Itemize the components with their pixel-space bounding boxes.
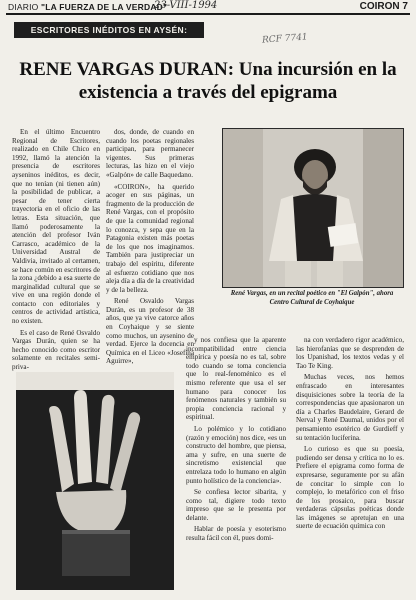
paragraph: René Osvaldo Vargas Durán, es un profesor de 38 años, que ya vive catorce años en Coyhaique y se siente como muchos, un aysenino de verdad. Ejerce la docencia en Química en el Liceo «Josefina Aguirre»,: [106, 297, 194, 366]
photo-caption: René Vargas, en un recital poético en "El Galpón", ahora Centro Cultural de Coyhaique: [230, 290, 394, 306]
newspaper-name: [8, 2, 167, 12]
hands-illustration: [16, 372, 174, 590]
newspaper-prefix: DIARIO: [8, 2, 39, 12]
hands-sculpture-image: [16, 372, 174, 590]
handwritten-date: 23-VIII-1994: [154, 0, 218, 11]
paragraph: na con verdadero rigor académico, las hierofanías que se desprenden de los Upanishad, los textos vedas y el Tao Te King.: [296, 336, 404, 370]
headline: RENE VARGAS DURAN: Una incursión en la existencia a través del epigrama: [19, 59, 397, 103]
paragraph: Hablar de poesía y esoterismo resulta fácil con él, pues domi-: [186, 525, 286, 543]
paragraph: Lo curioso es que su poesía, pudiendo ser densa y crítica no lo es. Prefiere el epigrama como forma de expresarse, seguramente por su afán de concitar lo simple con lo complejo, lo metafórico con el friso de los prosaico, para buscar verdaderas cápsulas poéticas donde las imágenes se apretujan en una suerte de ecuación química con: [296, 445, 404, 531]
paragraph: y nos confiesa que la aparente incompatibilidad entre ciencia empírica y poesía no es tal, sobre todo cuando se toma conciencia que lo real-fenoménico es el mismo referente que usa el ser humano para conocer los fenómenos naturales y también su propia conciencia racional y espiritual.: [186, 336, 286, 422]
poet-photo: [222, 128, 404, 288]
article-column-4: [296, 336, 404, 598]
paragraph: «COIRON», ha querido acoger en sus páginas, un fragmento de la producción de René Vargas, con el propósito de que la comunidad regional lo conozca, y sepa que en la Patagonia existen más poetas de los que nos imaginamos. También para justipreciar un trabajo del espíritu, diferente al esfuerzo cotidiano que nos aleja día a día de la creatividad y de la belleza.: [106, 182, 194, 294]
poet-photo-image: [223, 129, 403, 287]
article-column-2: [106, 128, 194, 366]
paragraph: Lo polémico y lo cotidiano (razón y emoción) nos dice, «es un constructo del hombre, que piensa, ama y sufre, en una suerte de sincretismo existencial que entrelaza todo lo humano en algún punto holístico de la conciencia».: [186, 424, 286, 485]
paragraph: Se confiesa lector sibarita, y como tal, digiere todo texto impreso que se le presenta por delante.: [186, 488, 286, 522]
archive-stamp: RCF 7741: [261, 32, 308, 46]
paragraph: dos, donde, de cuando en cuando los poetas regionales participan, para permanecer vigentes. Sus primeras lecturas, las hizo en el viejo «Galpón» de calle Baquedano.: [106, 128, 194, 179]
paragraph: Muchas veces, nos hemos enfrascado en interesantes disquisiciones sobre la teoría de la correspondencias que apasionaron un día a Charles Baudelaire, Gerard de Nerval y René Daumal, unidos por el pensamiento esotérico de Gurdieff y su tentación luciferina.: [296, 373, 404, 442]
newspaper-title: "LA FUERZA DE LA VERDAD": [41, 2, 168, 12]
paragraph: Es el caso de René Osvaldo Vargas Durán, quien se ha hecho conocido como escritor solamente en recitales semi-priva-: [12, 328, 100, 372]
paragraph: En el último Encuentro Regional de Escritores, realizado en Chile Chico en 1992, llamó la atención la presencia de escritores ayseninos inéditos, es decir, que no tenían (ni tienen aún) la posibilidad de publicar, a pesar de tener cierta trayectoria en el oficio de las letras. Esta situación, que llamó poderosamente la atención del profesor Iván Carrasco, académico de la Universidad Austral de Valdivia, invitado al certamen, se hace común en escritores de la zona ¿debido a esa suerte de marginalidad cultural que se vive en una región donde el contacto con editoriales y centros de actividad artística, no existen.: [12, 128, 100, 326]
article-column-1: [12, 128, 100, 372]
masthead-rule: [6, 13, 410, 15]
article-column-3: [186, 336, 286, 598]
section-page-label: COIRON 7: [359, 1, 408, 12]
section-banner: ESCRITORES INÉDITOS EN AYSÉN:: [14, 22, 204, 38]
